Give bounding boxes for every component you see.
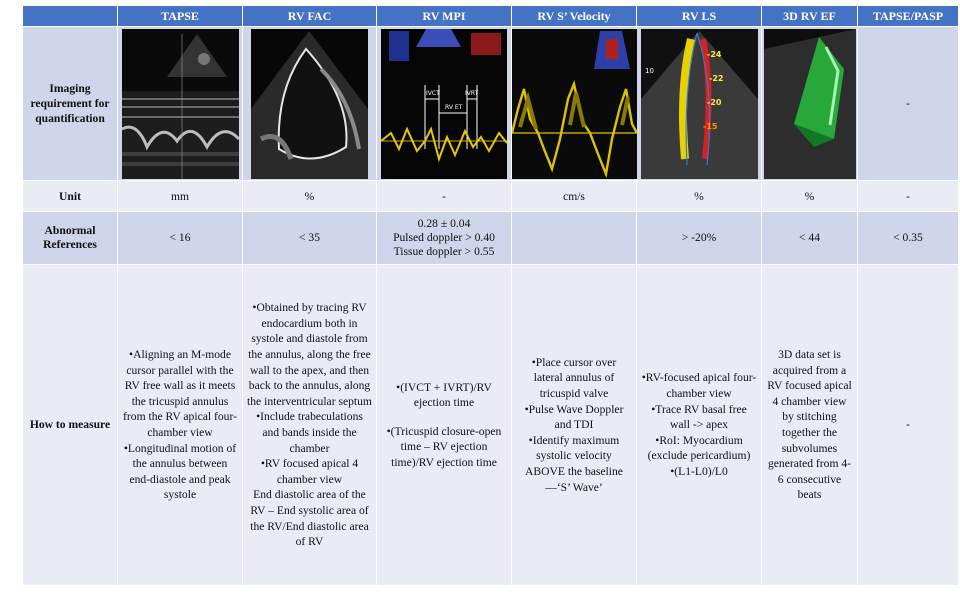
header-tapse: TAPSE — [118, 6, 243, 27]
tapse-image-cell — [118, 27, 243, 181]
mpi-image-cell — [377, 27, 512, 181]
abnormal-rv-s-velocity — [512, 212, 637, 265]
how-rv-s-velocity — [512, 265, 637, 586]
abnormal-row-label: Abnormal References — [23, 212, 118, 265]
how-rvls-line: •RoI: Myocardium (exclude pericardium) — [647, 433, 751, 463]
rvls-segment-label: -20 — [706, 97, 721, 107]
how-ef3d-text: 3D data set is acquired from a RV focused apical 4 chamber view by stitching together the subvolumes generated from 4-6 consecutive beats — [767, 348, 852, 502]
unit-rv-mpi: - — [377, 181, 512, 212]
unit-row-label: Unit — [23, 181, 118, 212]
unit-rv-s-velocity: cm/s — [512, 181, 637, 212]
how-rvls-line: •Trace RV basal free wall -> apex — [651, 402, 747, 432]
how-3d-rv-ef — [762, 265, 858, 586]
abnormal-rv-fac: < 35 — [243, 212, 377, 265]
how-mpi-line: •(Tricuspid closure-open time – RV ejection time)/RV ejection time — [386, 424, 502, 469]
mpi-doppler-image — [381, 29, 507, 179]
how-mpi-line: •(IVCT + IVRT)/RV ejection time — [396, 380, 492, 410]
abnormal-tapse: < 16 — [118, 212, 243, 265]
tapse-pasp-image-cell: - — [858, 27, 959, 181]
how-rv-fac — [243, 265, 377, 586]
how-rv-mpi — [377, 265, 512, 586]
header-corner — [23, 6, 118, 27]
ivrt-label: IVRT — [465, 89, 479, 97]
how-rv-ls — [637, 265, 762, 586]
how-tapse-line: •Aligning an M-mode cursor parallel with the RV free wall as it meets the tricuspid annulus from the RV apical four-chamber view — [123, 348, 237, 439]
mpi-pulsed-doppler: Pulsed doppler > 0.40 — [393, 231, 495, 244]
rvfac-echo-image — [251, 29, 368, 179]
header-rv-fac: RV FAC — [243, 6, 377, 27]
abnormal-rv-ls: > -20% — [637, 212, 762, 265]
header-rv-mpi: RV MPI — [377, 6, 512, 27]
rvls-image-cell — [637, 27, 762, 181]
how-rvfac-line: •RV focused apical 4 chamber view — [260, 457, 359, 486]
unit-3d-rv-ef: % — [762, 181, 858, 212]
unit-rv-fac: % — [243, 181, 377, 212]
header-row — [23, 6, 959, 27]
rvls-segment-label: -22 — [708, 73, 723, 83]
how-rvls-line: •(L1-L0)/L0 — [670, 464, 728, 478]
how-rvfac-line: •Obtained by tracing RV endocardium both in systole and diastole from the annulus, along the free wall to the apex, and then back to the annulus, along the interventricular septum — [247, 301, 372, 408]
abnormal-rv-mpi — [377, 212, 512, 265]
mpi-tissue-doppler: Tissue doppler > 0.55 — [393, 245, 495, 258]
header-rv-s-velocity: RV S’ Velocity — [512, 6, 637, 27]
how-row-label: How to measure — [23, 265, 118, 586]
how-rvls-line: •RV-focused apical four-chamber view — [641, 371, 757, 401]
tapse-mmode-image — [122, 29, 239, 179]
header-rv-ls: RV LS — [637, 6, 762, 27]
rv-function-table — [22, 5, 959, 586]
header-tapse-pasp: TAPSE/PASP — [858, 6, 959, 27]
unit-tapse-pasp: - — [858, 181, 959, 212]
unit-row — [23, 181, 959, 212]
s-velocity-image-cell — [512, 27, 637, 181]
spacer — [377, 411, 511, 424]
rvls-segment-label: -15 — [702, 121, 717, 131]
how-s-velocity-line: •Pulse Wave Doppler and TDI — [524, 402, 624, 432]
s-velocity-tdi-image — [512, 29, 637, 179]
mpi-normal-value: 0.28 ± 0.04 — [417, 217, 471, 230]
how-s-velocity-line: •Place cursor over lateral annulus of tricuspid valve — [531, 355, 617, 401]
imaging-row — [23, 27, 959, 181]
rvfac-image-cell — [243, 27, 377, 181]
imaging-row-label: Imaging requirement for quantification — [23, 27, 118, 181]
how-tapse-line: •Longitudinal motion of the annulus between end-diastole and peak systole — [123, 441, 237, 502]
how-tapse-pasp: - — [858, 265, 959, 586]
how-tapse — [118, 265, 243, 586]
how-rvfac-line: •Include trabeculations and bands inside the chamber — [256, 410, 363, 455]
how-s-velocity-line: •Identify maximum systolic velocity ABOVE the baseline—‘S’ Wave’ — [525, 433, 623, 494]
unit-rv-ls: % — [637, 181, 762, 212]
abnormal-row — [23, 212, 959, 265]
abnormal-3d-rv-ef: < 44 — [762, 212, 858, 265]
abnormal-tapse-pasp: < 0.35 — [858, 212, 959, 265]
ivct-label: IVCT — [426, 89, 440, 97]
rvls-segment-label: -24 — [706, 49, 721, 59]
ef3d-volume-image — [764, 29, 856, 179]
how-rvfac-line: End diastolic area of the RV – End systolic area of the RV/End diastolic area of RV — [250, 488, 369, 549]
header-3d-rv-ef: 3D RV EF — [762, 6, 858, 27]
rvls-side-label: 10 — [644, 66, 654, 75]
unit-tapse: mm — [118, 181, 243, 212]
rvls-strain-image — [641, 29, 758, 179]
ef3d-image-cell — [762, 27, 858, 181]
rv-et-label: RV ET — [445, 103, 463, 111]
how-row — [23, 265, 959, 586]
